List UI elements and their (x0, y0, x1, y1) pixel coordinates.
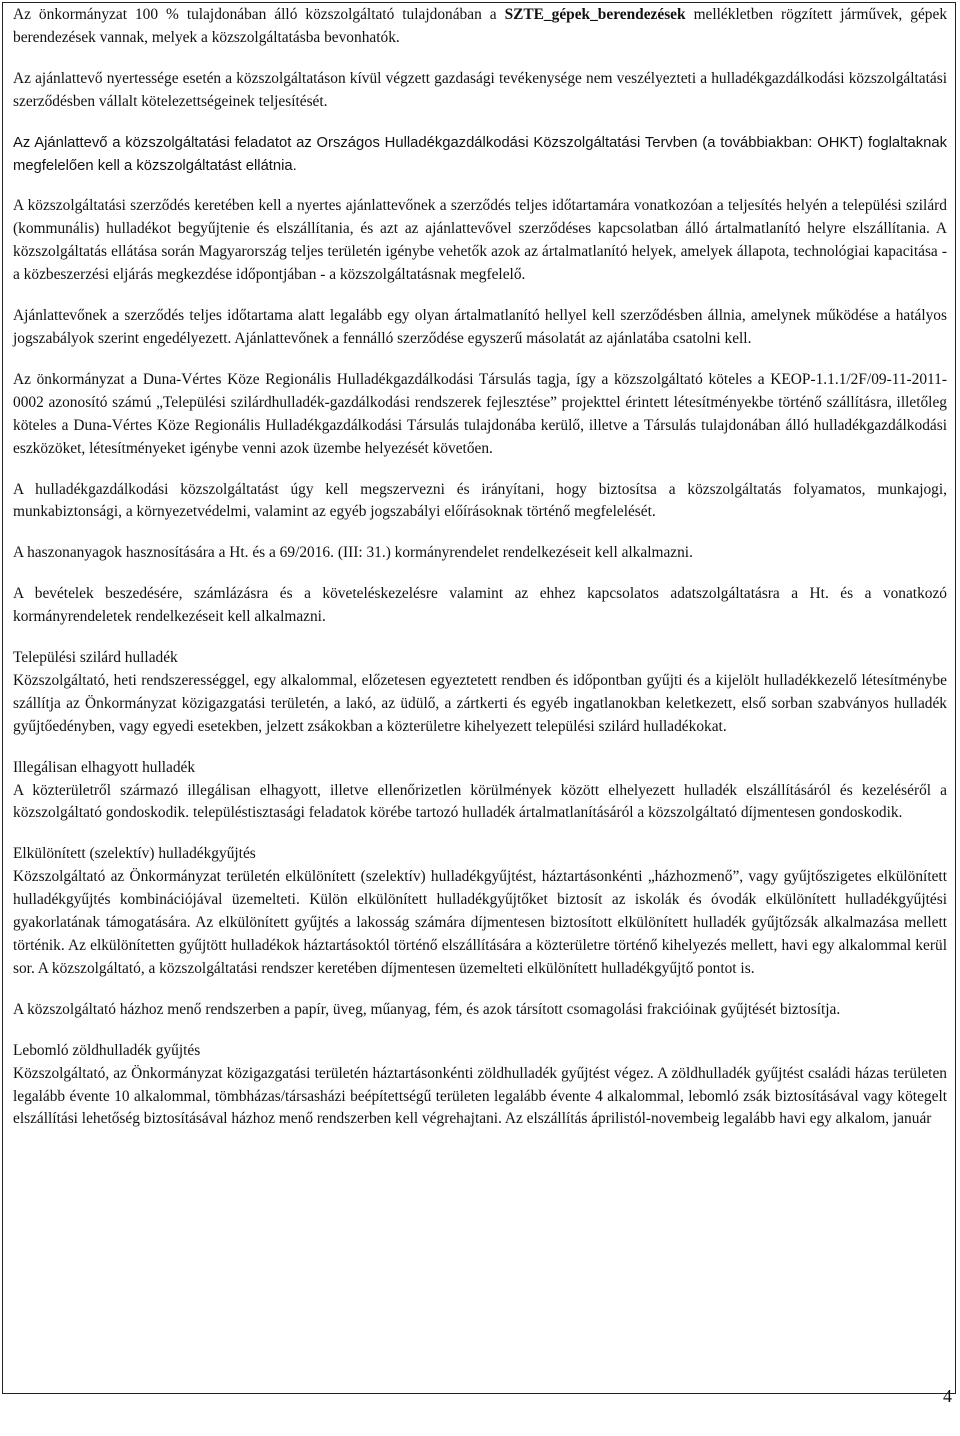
paragraph-billing: A bevételek beszedésére, számlázásra és a követeléskezelésre valamint az ehhez kapcsolatos adatszolgáltatásra a Ht. és a vonatkozó kormányrendeletek rendelkezéseit kell alkalmazni. (13, 585, 947, 626)
document-body (13, 4, 947, 1131)
paragraph-disposal-site: Ajánlattevőnek a szerződés teljes időtartama alatt legalább egy olyan ártalmatlanító hellyel kell szerződésben állnia, amelynek működése a hatályos jogszabályok szerint engedélyezett. Ajánlattevőnek a fennálló szerződése egyszerű másolatát az ajánlatába csatolni kell. (13, 307, 947, 347)
paragraph-recyclables: A haszonanyagok hasznosítására a Ht. és a 69/2016. (III: 31.) kormányrendelet rendelkezéseit kell alkalmazni. (13, 544, 693, 562)
page-number: 4 (943, 1386, 952, 1406)
paragraph-organization: A hulladékgazdálkodási közszolgáltatást úgy kell megszervezni és irányítani, hogy biztosítsa a közszolgáltatás folyamatos, munkajogi, munkabiztonsági, a környezetvédelmi, valamint az egyéb jogszabályi előírásoknak történő megfelelését. (13, 480, 947, 521)
section-body: Közszolgáltató az Önkormányzat területén elkülönített (szelektív) hulladékgyűjtést, háztartásonkénti „házhozmenő”, vagy gyűjtőszigetes elkülönített hulladékgyűjtés kombinációjával üzemelteti. Külön elkülönített hulladékgyűjtőket biztosít az iskolák és óvodák elkülönített hulladékgyűjtési gyakorlatának támogatására. Az elkülönített gyűjtés a lakosság számára díjmentesen biztosított elkülönített hulladék gyűjtőzsák alkalmazása mellett történik. Az elkülönítetten gyűjtött hulladékok háztartásoktól történő elszállítására a közterületre történő kihelyezés mellett, havi egy alkalommal kerül sor. A közszolgáltató, a közszolgáltatási rendszer keretében díjmentesen üzemelteti elkülönített hulladékgyűjtő pontot is. (13, 868, 947, 977)
paragraph-text: Az önkormányzat 100 % tulajdonában álló közszolgáltató tulajdonában a (13, 6, 505, 23)
section-heading: Elkülönített (szelektív) hulladékgyűjtés (13, 845, 256, 863)
section-body: A közterületről származó illegálisan elhagyott, illetve ellenőrizetlen körülmények között elhelyezett hulladék elszállításáról és kezeléséről a közszolgáltató gondoskodik. településtisztasági feladatok körébe tartozó hulladék ártalmatlanításáról a közszolgáltató díjmentesen gondoskodik. (13, 781, 947, 822)
paragraph-vehicles (13, 4, 947, 50)
section-body: Közszolgáltató, az Önkormányzat közigazgatási területén háztartásonkénti zöldhulladék gyűjtést végez. A zöldhulladék gyűjtést családi házas területen legalább évente 10 alkalommal, tömbházas/társasházi beépítettségű területen legalább évente 4 alkalommal, lebomló zsák biztosításával vagy kötegelt elszállítási lehetőség biztosításával házhoz menő rendszerben kell végrehajtani. Az elszállítás áprilistól-novembeig legalább havi egy alkalom, január (13, 1064, 947, 1128)
section-heading: Lebomló zöldhulladék gyűjtés (13, 1041, 201, 1059)
paragraph-economic-activity: Az ajánlattevő nyertessége esetén a közszolgáltatáson kívül végzett gazdasági tevékenysége nem veszélyezteti a hulladékgazdálkodási közszolgáltatási szerződésben vállalt kötelezettségeinek teljesítését. (13, 69, 947, 110)
paragraph-service-contract: A közszolgáltatási szerződés keretében kell a nyertes ajánlattevőnek a szerződés teljes időtartamára vonatkozóan a teljesítés helyén a települési szilárd (kommunális) hulladékot begyűjtenie és elszállítania, és azt az ajánlattevővel szerződéses kapcsolatban álló ártalmatlanító helyre elszállítania. A közszolgáltatás ellátása során Magyarország teljes területén igénybe vehetők azok az ártalmatlanító helyek, amelyek állapota, technológiai kapacitása - a közbeszerzési eljárás megkezdése időpontjában - a közszolgáltatásnak megfelelő. (13, 197, 947, 284)
paragraph-packaging: A közszolgáltató házhoz menő rendszerben a papír, üveg, műanyag, fém, és azok társított csomagolási frakcióinak gyűjtését biztosítja. (13, 1000, 841, 1018)
section-illegal-waste (13, 757, 947, 826)
section-heading: Illegálisan elhagyott hulladék (13, 758, 196, 776)
paragraph-text: mellékletben rögzített járművek, gépek berendezések vannak, melyek a közszolgáltatásba bevonhatók. (13, 6, 948, 46)
section-selective-collection (13, 843, 947, 980)
paragraph-ohkt: Az Ajánlattevő a közszolgáltatási feladatot az Országos Hulladékgazdálkodási Közszolgáltatási Tervben (a továbbiakban: OHKT) foglaltaknak megfelelően kell a közszolgáltatást ellátnia. (13, 134, 947, 174)
section-body: Közszolgáltató, heti rendszerességgel, egy alkalommal, előzetesen egyeztetett rendben és időpontban gyűjti és a kijelölt hulladékkezelő létesítménybe szállítja az Önkormányzat közigazgatási területén, a lakó, az üdülő, a zártkerti és egyéb ingatlanokban keletkezett, első sorban szabványos hulladék gyűjtőedényben, vagy egyedi esetekben, jelzett zsákokban a közterületre kihelyezett települési szilárd hulladékokat. (13, 671, 947, 735)
paragraph-regional-association: Az önkormányzat a Duna-Vértes Köze Regionális Hulladékgazdálkodási Társulás tagja, így a közszolgáltató köteles a KEOP-1.1.1/2F/09-11-2011-0002 azonosító számú „Települési szilárdhulladék-gazdálkodási rendszerek fejlesztése” projekttel érintett létesítményekbe történő szállításra, illetőleg köteles a Duna-Vértes Köze Regionális Hulladékgazdálkodási Társulás tulajdonába kerülő, illetve a Társulás tulajdonában álló hulladékgazdálkodási eszközöket, létesítményeket igénybe venni azok üzembe helyezését követően. (13, 370, 947, 457)
section-municipal-waste (13, 647, 947, 739)
section-green-waste (13, 1040, 947, 1132)
section-heading: Települési szilárd hulladék (13, 649, 178, 667)
annex-reference: SZTE_gépek_berendezések (504, 6, 686, 23)
